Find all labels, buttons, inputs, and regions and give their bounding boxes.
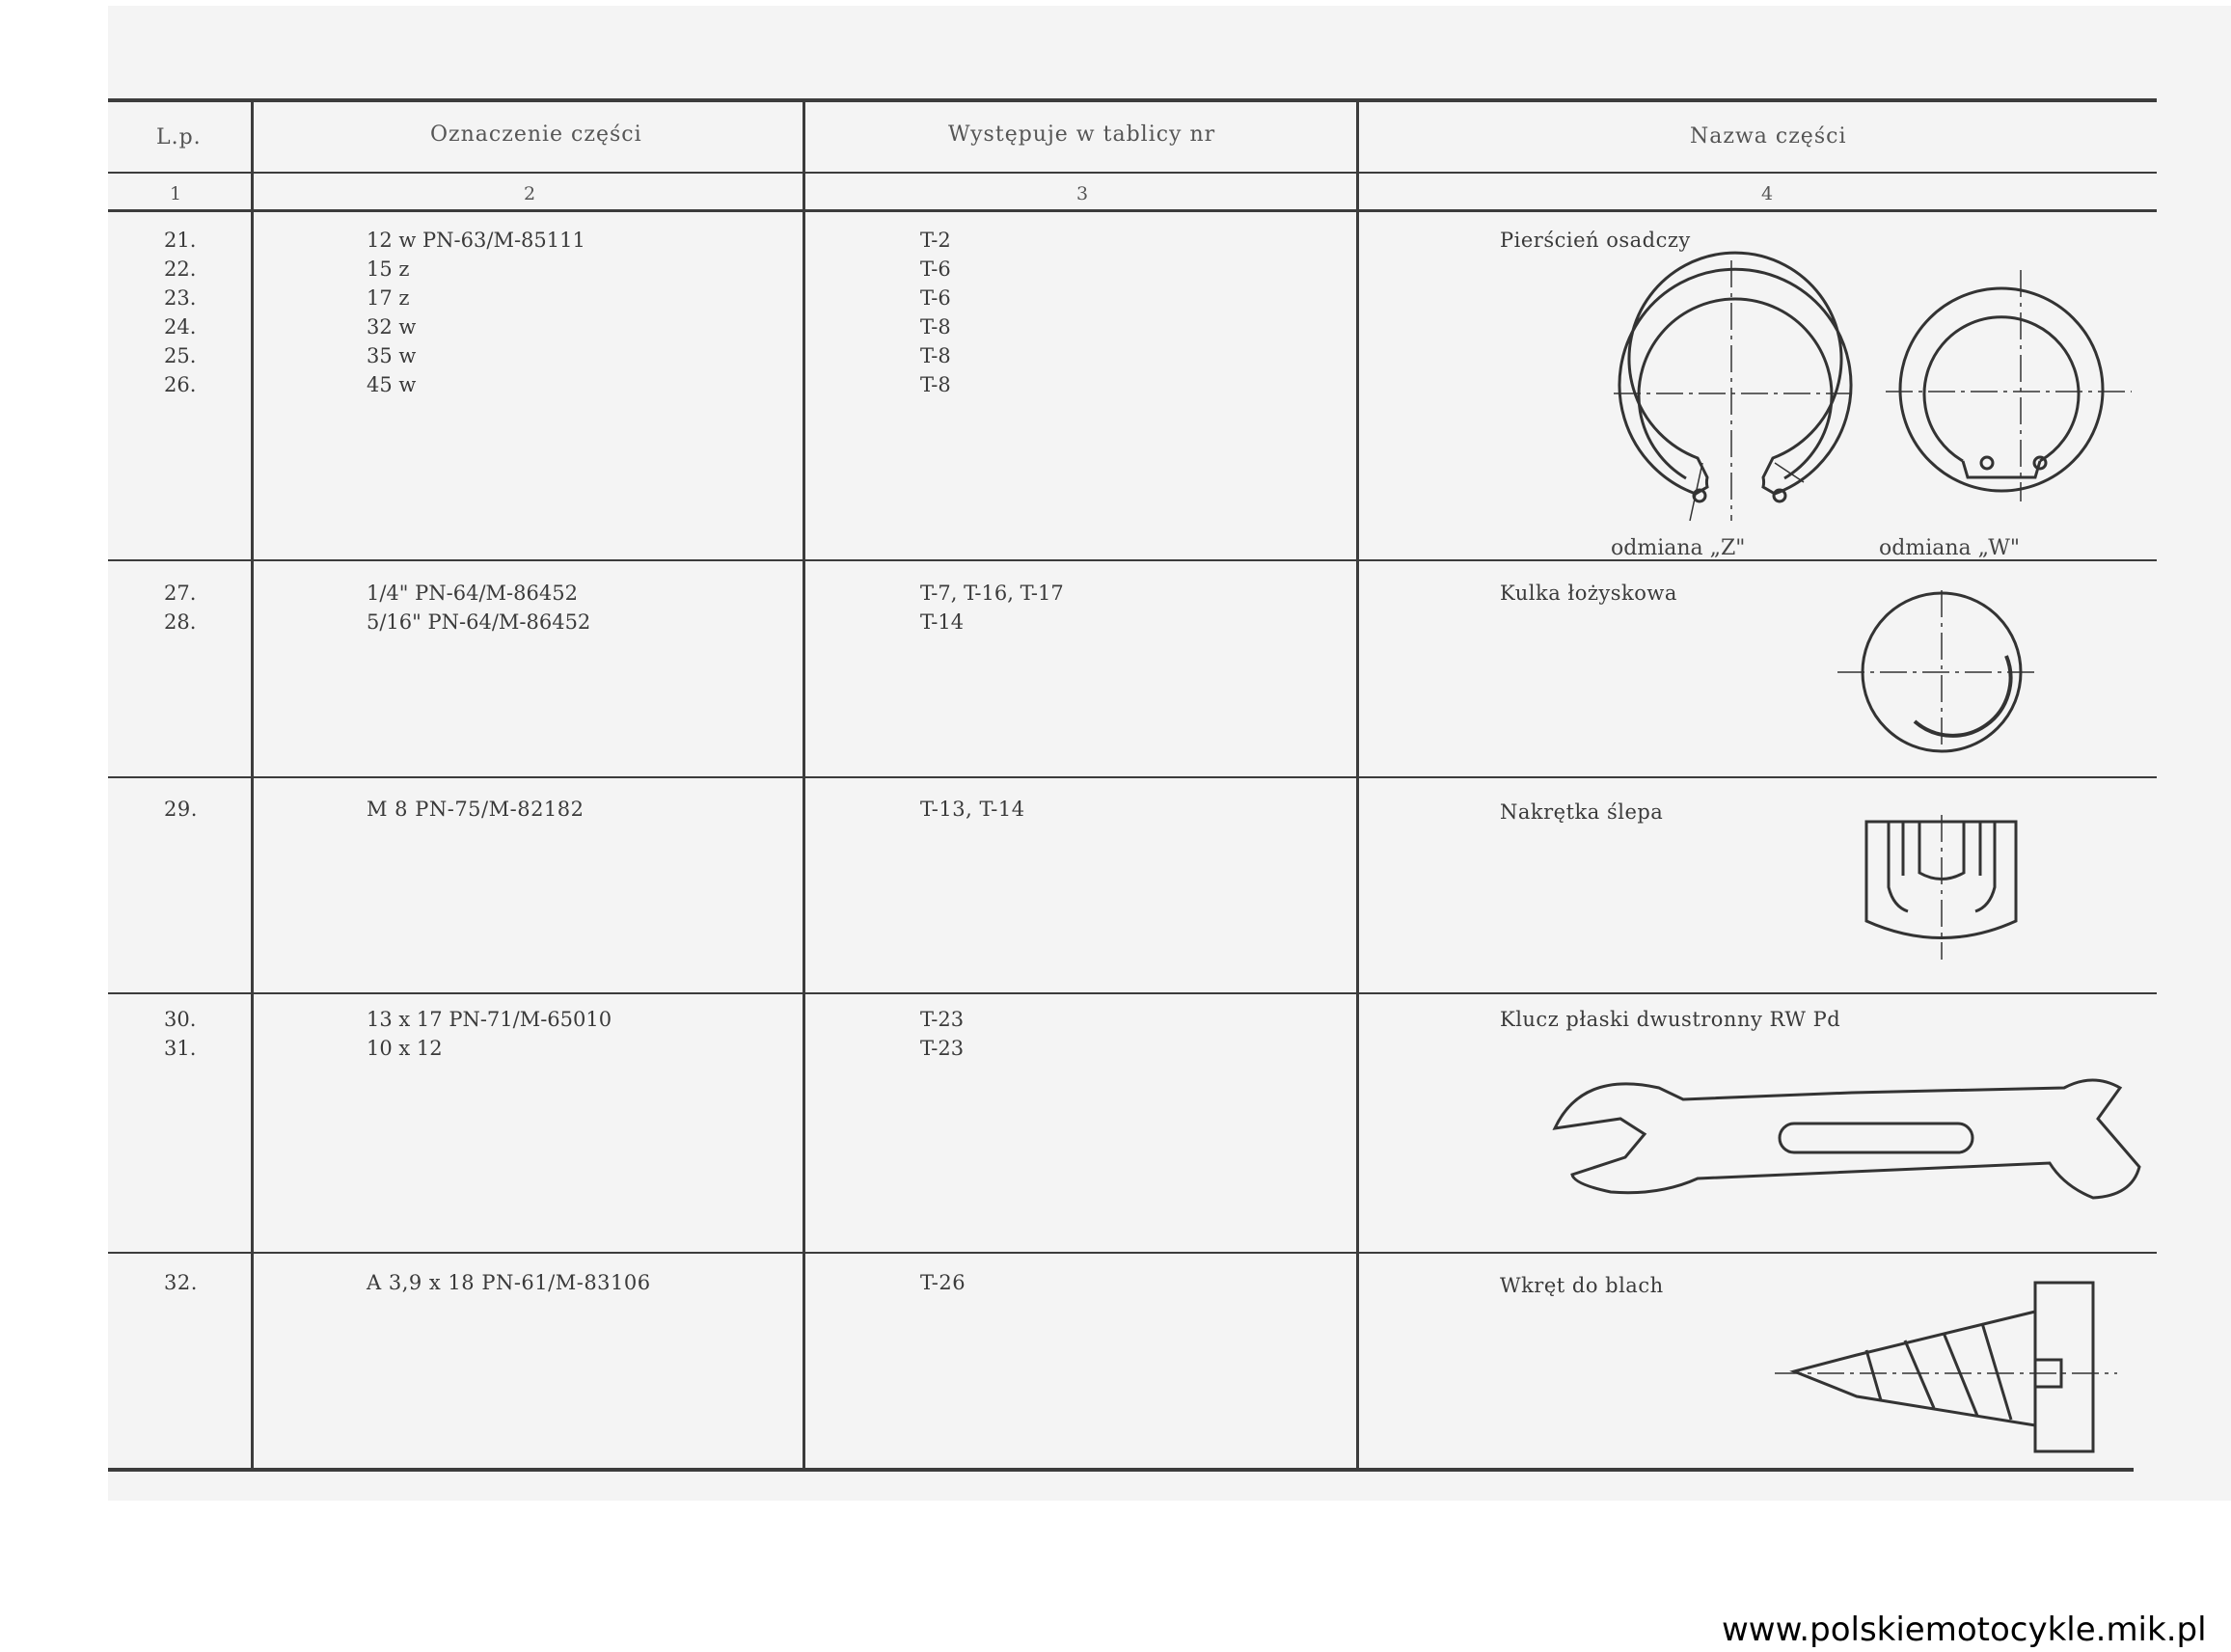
lp-value: 21.	[164, 229, 197, 252]
designation-value: 12 w PN-63/M-85111	[367, 229, 585, 252]
header-designation: Oznaczenie części	[430, 122, 642, 147]
lp-value: 23.	[164, 286, 197, 310]
table-ref: T-23	[920, 1008, 965, 1031]
table-ref: T-7, T-16, T-17	[920, 582, 1064, 605]
lp-value: 31.	[164, 1037, 197, 1060]
lp-value: 29.	[164, 798, 198, 821]
retaining-ring-w-drawing	[1886, 270, 2132, 501]
header-part-name: Nazwa części	[1690, 124, 1847, 149]
designation-value: A 3,9 x 18 PN-61/M-83106	[367, 1271, 651, 1294]
designation-value: 17 z	[367, 286, 410, 310]
designation-value: 45 w	[367, 373, 417, 396]
table-ref: T-8	[920, 373, 951, 396]
sheet-metal-screw-drawing	[1775, 1283, 2117, 1451]
lp-value: 26.	[164, 373, 197, 396]
designation-value: 15 z	[367, 257, 410, 281]
column-number-3: 3	[1076, 183, 1090, 204]
table-ref: T-8	[920, 315, 951, 339]
lp-value: 25.	[164, 344, 197, 367]
header-lp: L.p.	[156, 125, 202, 149]
part-name: Kulka łożyskowa	[1500, 582, 1677, 605]
column-number-4: 4	[1761, 183, 1775, 204]
table-ref: T-8	[920, 344, 951, 367]
part-name: Pierścień osadczy	[1500, 229, 1691, 252]
header-tables: Występuje w tablicy nr	[948, 122, 1216, 147]
lp-value: 32.	[164, 1271, 198, 1294]
designation-value: 10 x 12	[367, 1037, 443, 1060]
designation-value: 35 w	[367, 344, 417, 367]
designation-value: 32 w	[367, 315, 417, 339]
part-name: Nakrętka ślepa	[1500, 800, 1664, 824]
cap-nut-drawing	[1866, 815, 2016, 960]
column-number-2: 2	[524, 183, 537, 204]
bearing-ball-drawing	[1837, 590, 2040, 752]
designation-value: 1/4" PN-64/M-86452	[367, 582, 578, 605]
lp-value: 27.	[164, 582, 197, 605]
designation-value: 5/16" PN-64/M-86452	[367, 610, 591, 634]
designation-value: M 8 PN-75/M-82182	[367, 798, 585, 821]
table-ref: T-14	[920, 610, 965, 634]
double-open-end-wrench-drawing	[1555, 1080, 2139, 1198]
retaining-ring-z-drawing	[1614, 253, 1852, 521]
designation-value: 13 x 17 PN-71/M-65010	[367, 1008, 612, 1031]
column-number-1: 1	[170, 183, 183, 204]
lp-value: 30.	[164, 1008, 197, 1031]
lp-value: 24.	[164, 315, 197, 339]
variant-caption-z: odmiana „Z"	[1611, 536, 1746, 560]
table-ref: T-23	[920, 1037, 965, 1060]
lp-value: 22.	[164, 257, 197, 281]
footer-url: www.polskiemotocykle.mik.pl	[1722, 1611, 2207, 1649]
variant-caption-w: odmiana „W"	[1879, 536, 2020, 560]
part-name: Klucz płaski dwustronny RW Pd	[1500, 1008, 1841, 1031]
table-ref: T-26	[920, 1271, 966, 1294]
table-ref: T-6	[920, 257, 951, 281]
table-ref: T-13, T-14	[920, 798, 1025, 821]
lp-value: 28.	[164, 610, 197, 634]
part-name: Wkręt do blach	[1500, 1274, 1664, 1297]
table-ref: T-6	[920, 286, 951, 310]
table-ref: T-2	[920, 229, 951, 252]
